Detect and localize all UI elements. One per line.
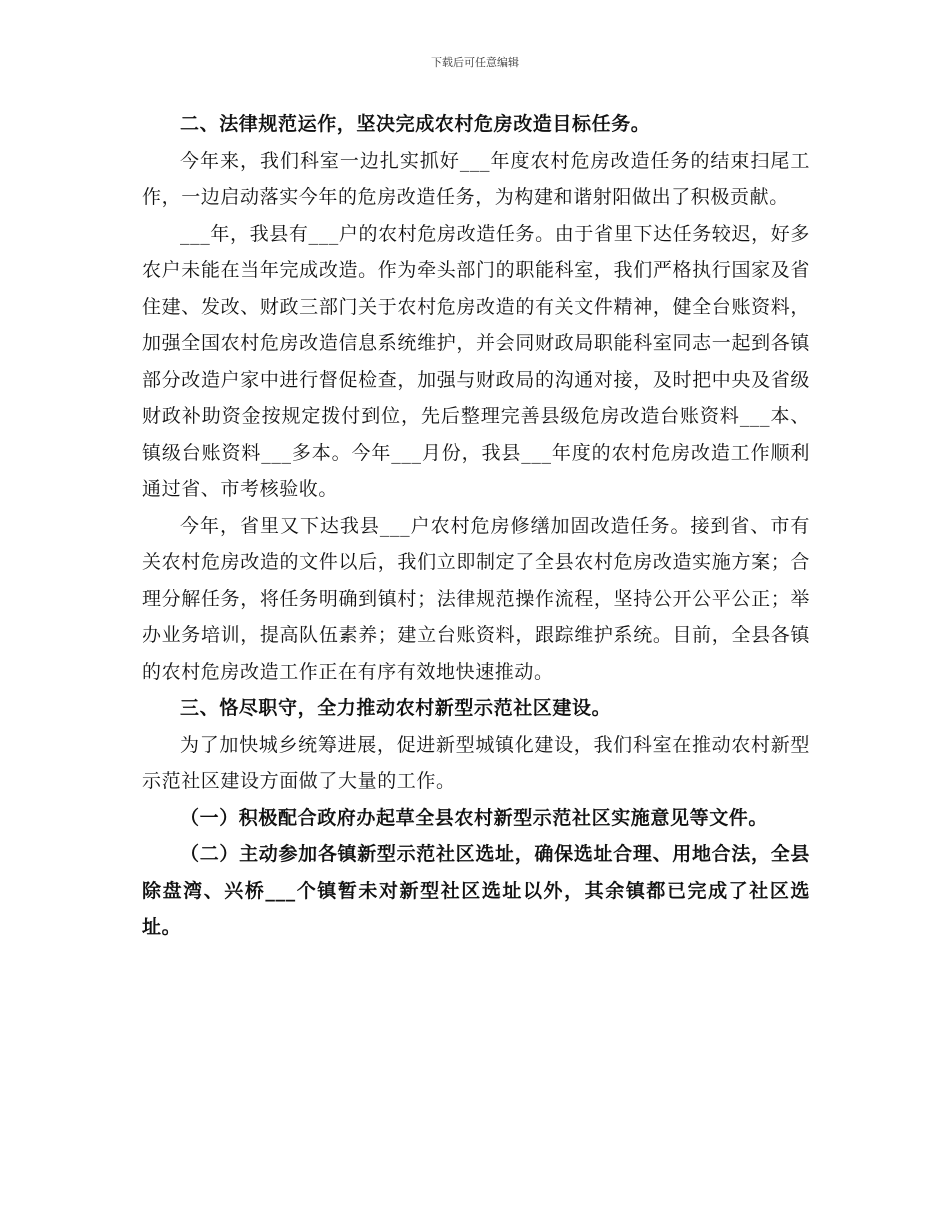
section-heading-three: 三、恪尽职守，全力推动农村新型示范社区建设。 — [180, 697, 612, 719]
paragraph: 为了加快城乡统筹进展，促进新型城镇化建设，我们科室在推动农村新型示范社区建设方面做了大量的工作。 — [142, 733, 810, 792]
document-body — [142, 106, 810, 946]
section-heading-two: 二、法律规范运作，坚决完成农村危房改造目标任务。 — [180, 113, 651, 135]
paragraph: ___年，我县有___户的农村危房改造任务。由于省里下达任务较迟，好多农户未能在当年完成改造。作为牵头部门的职能科室，我们严格执行国家及省住建、发改、财政三部门关于农村危房改造的有关文件精神，健全台账资料，加强全国农村危房改造信息系统维护，并会同财政局职能科室同志一起到各镇部分改造户家中进行督促检查，加强与财政局的沟通对接，及时把中央及省级财政补助资金按规定拨付到位，先后整理完善县级危房改造台账资料___本、镇级台账资料___多本。今年___月份，我县___年度的农村危房改造工作顺利通过省、市考核验收。 — [142, 222, 810, 500]
page-header-note: 下载后可任意编辑 — [431, 56, 519, 69]
subsection-one: （一）积极配合政府办起草全县农村新型示范社区实施意见等文件。 — [180, 806, 769, 829]
paragraph: 今年，省里又下达我县___户农村危房修缮加固改造任务。接到省、市有关农村危房改造的文件以后，我们立即制定了全县农村危房改造实施方案；合理分解任务，将任务明确到镇村；法律规范操作流程，坚持公开公平公正；举办业务培训，提高队伍素养；建立台账资料，跟踪维护系统。目前，全县各镇的农村危房改造工作正在有序有效地快速推动。 — [142, 514, 810, 683]
paragraph: 今年来，我们科室一边扎实抓好___年度农村危房改造任务的结束扫尾工作，一边启动落实今年的危房改造任务，为构建和谐射阳做出了积极贡献。 — [142, 149, 810, 208]
subsection-two: （二）主动参加各镇新型示范社区选址，确保选址合理、用地合法，全县除盘湾、兴桥___个镇暂未对新型社区选址以外，其余镇都已完成了社区选址。 — [142, 843, 810, 938]
